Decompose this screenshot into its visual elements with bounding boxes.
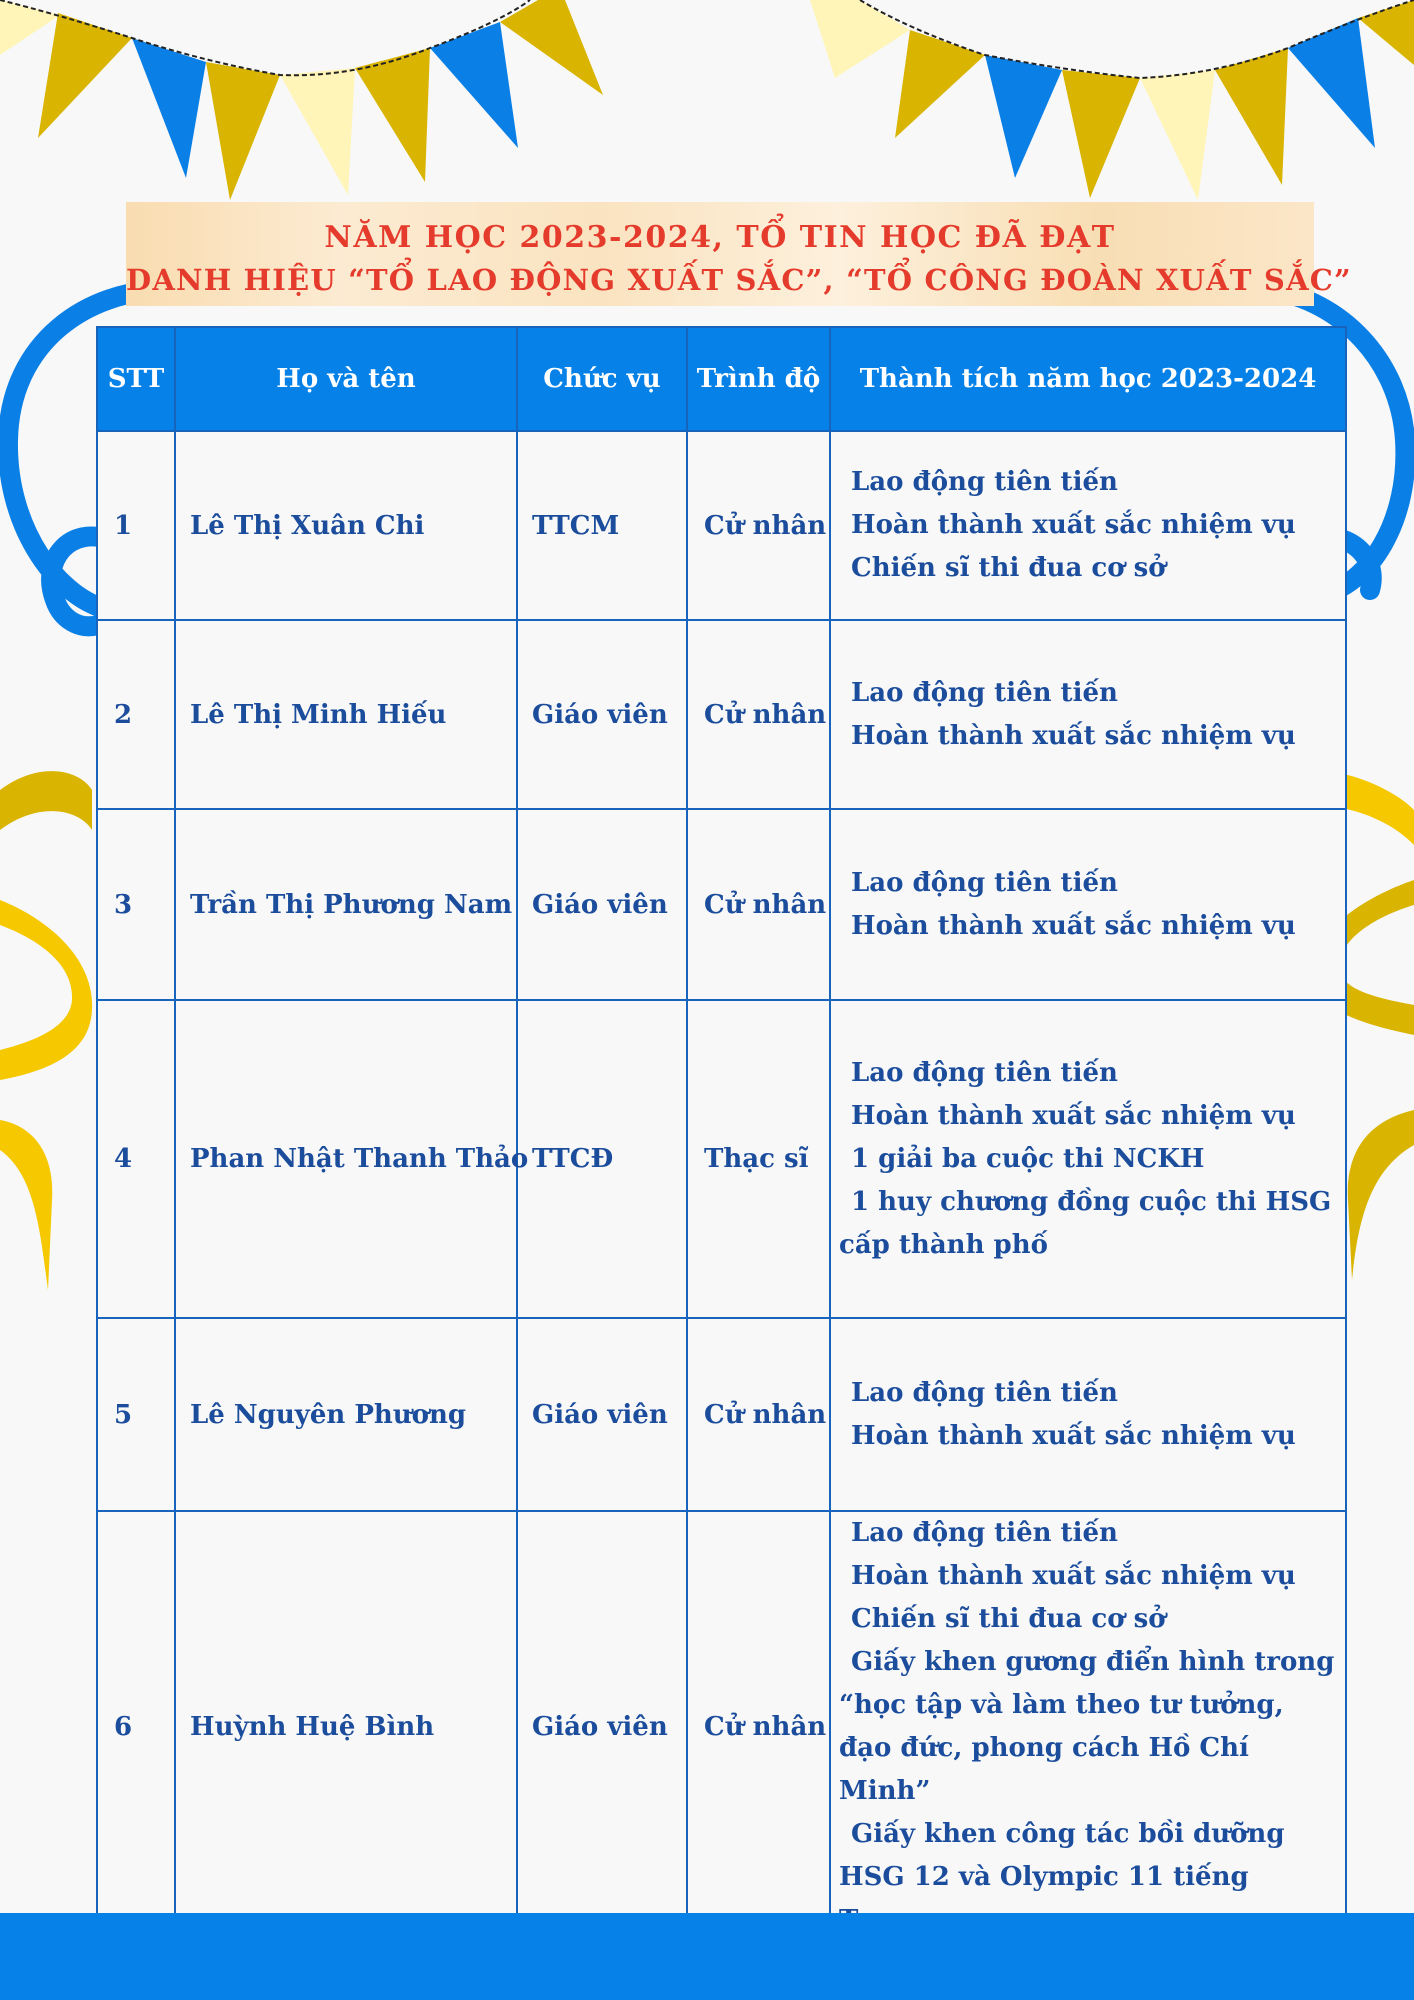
ribbon-gold-left-icon xyxy=(0,771,92,1290)
achievement-item: Hoàn thành xuất sắc nhiệm vụ xyxy=(851,720,1296,751)
cell-stt: 4 xyxy=(97,1000,175,1318)
cell-degree: Cử nhân xyxy=(687,1511,830,1943)
cell-stt: 5 xyxy=(97,1318,175,1511)
table-row xyxy=(97,1000,1346,1318)
awards-table xyxy=(96,326,1347,1944)
cell-degree: Cử nhân xyxy=(687,620,830,809)
cell-name: Trần Thị Phương Nam xyxy=(175,809,517,1000)
cell-stt: 1 xyxy=(97,431,175,620)
achievement-item: Lao động tiên tiến xyxy=(851,677,1118,708)
table-row xyxy=(97,431,1346,620)
cell-position: Giáo viên xyxy=(517,809,687,1000)
cell-achievements xyxy=(830,809,1346,1000)
achievement-item: Lao động tiên tiến xyxy=(851,467,1118,497)
table-row xyxy=(97,1318,1346,1511)
cell-degree: Cử nhân xyxy=(687,1318,830,1511)
table-row xyxy=(97,1511,1346,1943)
achievement-item: Hoàn thành xuất sắc nhiệm vụ xyxy=(851,1561,1296,1591)
bunting-flags-left-icon xyxy=(0,0,603,200)
cell-position: Giáo viên xyxy=(517,620,687,809)
achievement-item: Chiến sĩ thi đua cơ sở xyxy=(851,553,1166,583)
cell-achievements xyxy=(830,431,1346,620)
cell-name: Huỳnh Huệ Bình xyxy=(175,1511,517,1943)
page-title-line-2: DANH HIỆU “TỔ LAO ĐỘNG XUẤT SẮC”, “TỔ CÔNG ĐOÀN XUẤT SẮC” xyxy=(126,263,1352,297)
cell-stt: 3 xyxy=(97,809,175,1000)
cell-achievements xyxy=(830,1318,1346,1511)
achievement-item: Lao động tiên tiến xyxy=(851,1057,1118,1088)
achievement-item: Giấy khen công tác bồi dưỡng HSG 12 và Olympic 11 tiếng xyxy=(839,1819,1285,1892)
page-title-line-1: NĂM HỌC 2023-2024, TỔ TIN HỌC ĐÃ ĐẠT xyxy=(324,220,1116,255)
cell-position: Giáo viên xyxy=(517,1318,687,1511)
bunting-flags-right-icon xyxy=(810,0,1414,200)
table-header-row xyxy=(97,327,1346,431)
cell-degree: Cử nhân xyxy=(687,809,830,1000)
table-row xyxy=(97,620,1346,809)
cell-name: Lê Thị Xuân Chi xyxy=(175,431,517,620)
achievement-item: Chiến sĩ thi đua cơ sở xyxy=(851,1604,1166,1634)
achievement-item: Hoàn thành xuất sắc nhiệm vụ xyxy=(851,1100,1296,1131)
header-stt: STT xyxy=(97,327,175,431)
achievement-item: 1 huy chương đồng cuộc thi HSG cấp thành phố xyxy=(839,1186,1332,1260)
cell-name: Lê Thị Minh Hiếu xyxy=(175,620,517,809)
header-achievements: Thành tích năm học 2023-2024 xyxy=(830,327,1346,431)
cell-stt: 6 xyxy=(97,1511,175,1943)
cell-stt: 2 xyxy=(97,620,175,809)
footer-bar xyxy=(0,1913,1414,2000)
achievement-item: Hoàn thành xuất sắc nhiệm vụ xyxy=(851,1420,1296,1451)
achievement-item: Giấy khen gương điển hình trong “học tập và làm theo tư tưởng, đạo đức, phong cách Hồ Chí Minh” xyxy=(839,1647,1335,1806)
cell-achievements xyxy=(830,1511,1346,1943)
achievement-item: Lao động tiên tiến xyxy=(851,867,1118,898)
cell-name: Phan Nhật Thanh Thảo xyxy=(175,1000,517,1318)
header-name: Họ và tên xyxy=(175,327,517,431)
cell-position: TTCM xyxy=(517,431,687,620)
cell-achievements xyxy=(830,1000,1346,1318)
cell-name: Lê Nguyên Phương xyxy=(175,1318,517,1511)
awards-table-container xyxy=(96,326,1345,1944)
cell-position: TTCĐ xyxy=(517,1000,687,1318)
header-position: Chức vụ xyxy=(517,327,687,431)
achievement-item: Lao động tiên tiến xyxy=(851,1377,1118,1408)
achievement-item: 1 giải ba cuộc thi NCKH xyxy=(851,1143,1205,1174)
header-degree: Trình độ xyxy=(687,327,830,431)
title-banner xyxy=(126,202,1352,306)
cell-degree: Cử nhân xyxy=(687,431,830,620)
table-row xyxy=(97,809,1346,1000)
cell-position: Giáo viên xyxy=(517,1511,687,1943)
achievement-item: Hoàn thành xuất sắc nhiệm vụ xyxy=(851,510,1296,540)
cell-degree: Thạc sĩ xyxy=(687,1000,830,1318)
achievement-item: Hoàn thành xuất sắc nhiệm vụ xyxy=(851,910,1296,941)
achievement-item: Lao động tiên tiến xyxy=(851,1518,1118,1548)
cell-achievements xyxy=(830,620,1346,809)
